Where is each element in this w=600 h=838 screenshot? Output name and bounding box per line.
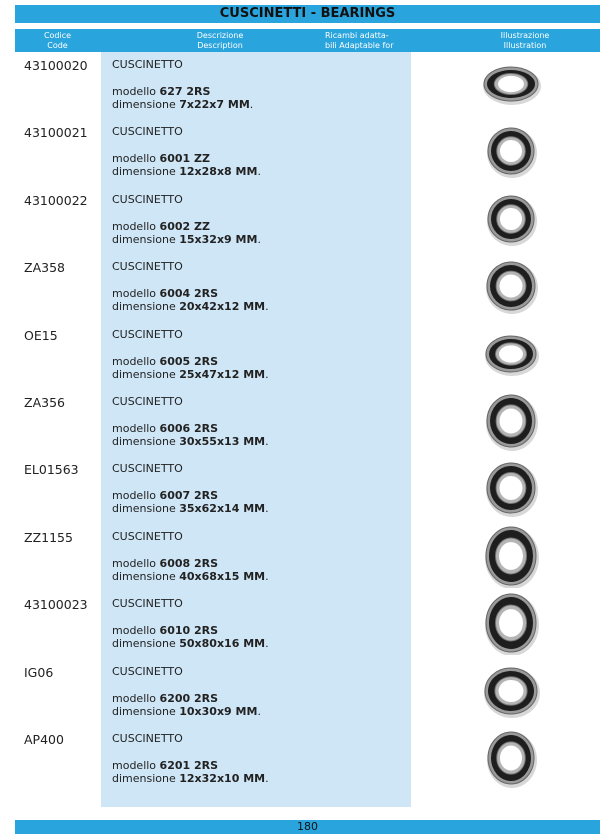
model-label: modello <box>112 152 157 166</box>
list-item <box>0 659 600 725</box>
bearing-image <box>460 119 560 183</box>
list-item <box>0 389 600 455</box>
model-label: modello <box>112 354 157 368</box>
item-type: CUSCINETTO <box>112 664 183 678</box>
header-ill-en: Illustration <box>503 41 547 50</box>
model-value: 6004 2RS <box>159 287 219 301</box>
model-value: 6006 2RS <box>159 422 219 435</box>
list-item <box>0 456 600 522</box>
list-item <box>0 322 600 388</box>
item-type: CUSCINETTO <box>112 58 183 71</box>
item-code: ZZ1155 <box>24 529 73 545</box>
dimension-label: dimensione <box>112 300 176 314</box>
item-code: EL01563 <box>24 462 79 478</box>
item-type: CUSCINETTO <box>112 529 183 543</box>
list-item <box>0 524 600 590</box>
header-ricambi <box>325 31 445 51</box>
dimension-value: 35x62x14 MM <box>179 502 266 516</box>
dimension-value: 12x32x10 MM <box>179 772 266 785</box>
item-spec: modello 6010 2RS dimensione 50x80x16 MM. <box>112 624 269 651</box>
item-code: AP400 <box>24 732 64 747</box>
model-value: 6201 2RS <box>159 759 219 772</box>
model-value: 627 2RS <box>159 85 211 98</box>
bearing-image <box>460 456 560 520</box>
model-label: modello <box>112 85 157 98</box>
dimension-label: dimensione <box>112 704 176 718</box>
bearing-image <box>460 659 560 723</box>
model-label: modello <box>112 422 157 435</box>
dimension-value: 25x47x12 MM <box>179 367 266 381</box>
dimension-value: 40x68x15 MM <box>179 569 266 583</box>
model-value: 6002 ZZ <box>159 219 210 233</box>
dimension-label: dimensione <box>112 772 176 785</box>
model-label: modello <box>112 691 157 705</box>
model-value: 6200 2RS <box>159 691 219 705</box>
bearing-image <box>460 726 560 790</box>
bearing-image <box>460 389 560 453</box>
header-desc-it: Descrizione <box>196 31 244 40</box>
dimension-label: dimensione <box>112 569 176 583</box>
list-item <box>0 187 600 253</box>
item-spec: modello 6001 ZZ dimensione 12x28x8 MM. <box>112 152 261 179</box>
dimension-label: dimensione <box>112 165 176 179</box>
item-type: CUSCINETTO <box>112 395 183 408</box>
model-value: 6008 2RS <box>159 556 219 570</box>
list-item <box>0 119 600 185</box>
list-item <box>0 726 600 792</box>
page-number: 180 <box>15 820 600 834</box>
dimension-value: 7x22x7 MM <box>179 98 250 111</box>
item-spec: modello 6005 2RS dimensione 25x47x12 MM. <box>112 354 269 381</box>
header-illustration <box>455 31 595 51</box>
item-code: 43100022 <box>24 192 88 208</box>
header-ill-it: Illustrazione <box>500 31 550 40</box>
item-code: OE15 <box>24 327 58 343</box>
bearing-image <box>460 254 560 318</box>
model-value: 6001 ZZ <box>159 152 210 166</box>
header-ric-1: Ricambi adatta- <box>325 31 389 40</box>
item-spec: modello 6002 ZZ dimensione 15x32x9 MM. <box>112 219 261 246</box>
model-label: modello <box>112 556 157 570</box>
bearing-image <box>460 524 560 588</box>
bearing-image <box>460 187 560 251</box>
bearing-image <box>460 322 560 386</box>
item-type: CUSCINETTO <box>112 732 183 745</box>
header-code-en: Code <box>47 41 68 50</box>
item-code: 43100021 <box>24 125 88 141</box>
item-spec: modello 6004 2RS dimensione 20x42x12 MM. <box>112 287 269 314</box>
model-label: modello <box>112 287 157 301</box>
model-value: 6005 2RS <box>159 354 219 368</box>
page-title: CUSCINETTI - BEARINGS <box>15 5 600 23</box>
model-label: modello <box>112 219 157 233</box>
model-label: modello <box>112 759 157 772</box>
item-spec: modello 6008 2RS dimensione 40x68x15 MM. <box>112 556 269 583</box>
dimension-label: dimensione <box>112 232 176 246</box>
dimension-value: 30x55x13 MM <box>179 435 266 448</box>
dimension-label: dimensione <box>112 435 176 448</box>
bearing-image <box>460 52 560 116</box>
bearing-image <box>460 591 560 655</box>
header-ric-2: bili Adaptable for <box>325 41 394 50</box>
item-spec: modello 6201 2RS dimensione 12x32x10 MM. <box>112 759 269 785</box>
header-description <box>115 31 325 51</box>
item-code: ZA356 <box>24 395 65 410</box>
header-desc-en: Description <box>197 41 243 50</box>
list-item <box>0 52 600 118</box>
item-type: CUSCINETTO <box>112 125 183 139</box>
dimension-label: dimensione <box>112 367 176 381</box>
dimension-value: 12x28x8 MM <box>179 165 258 179</box>
item-type: CUSCINETTO <box>112 462 183 476</box>
dimension-label: dimensione <box>112 502 176 516</box>
model-value: 6010 2RS <box>159 624 219 638</box>
model-value: 6007 2RS <box>159 489 219 503</box>
dimension-value: 50x80x16 MM <box>179 637 266 651</box>
item-type: CUSCINETTO <box>112 192 183 206</box>
item-code: 43100020 <box>24 58 88 73</box>
item-code: IG06 <box>24 664 54 680</box>
item-spec: modello 6006 2RS dimensione 30x55x13 MM. <box>112 422 269 448</box>
item-type: CUSCINETTO <box>112 327 183 341</box>
model-label: modello <box>112 624 157 638</box>
dimension-label: dimensione <box>112 637 176 651</box>
item-spec: modello 6200 2RS dimensione 10x30x9 MM. <box>112 691 261 718</box>
dimension-value: 10x30x9 MM <box>179 704 258 718</box>
dimension-value: 20x42x12 MM <box>179 300 266 314</box>
list-item <box>0 254 600 320</box>
item-code: ZA358 <box>24 260 65 276</box>
dimension-value: 15x32x9 MM <box>179 232 258 246</box>
item-code: 43100023 <box>24 597 88 613</box>
header-code <box>15 31 100 51</box>
item-type: CUSCINETTO <box>112 260 183 274</box>
model-label: modello <box>112 489 157 503</box>
header-code-it: Codice <box>43 31 72 40</box>
list-item <box>0 591 600 657</box>
item-type: CUSCINETTO <box>112 597 183 611</box>
item-spec: modello 627 2RS dimensione 7x22x7 MM. <box>112 85 254 111</box>
dimension-label: dimensione <box>112 98 176 111</box>
item-spec: modello 6007 2RS dimensione 35x62x14 MM. <box>112 489 269 516</box>
table-header <box>15 29 600 52</box>
